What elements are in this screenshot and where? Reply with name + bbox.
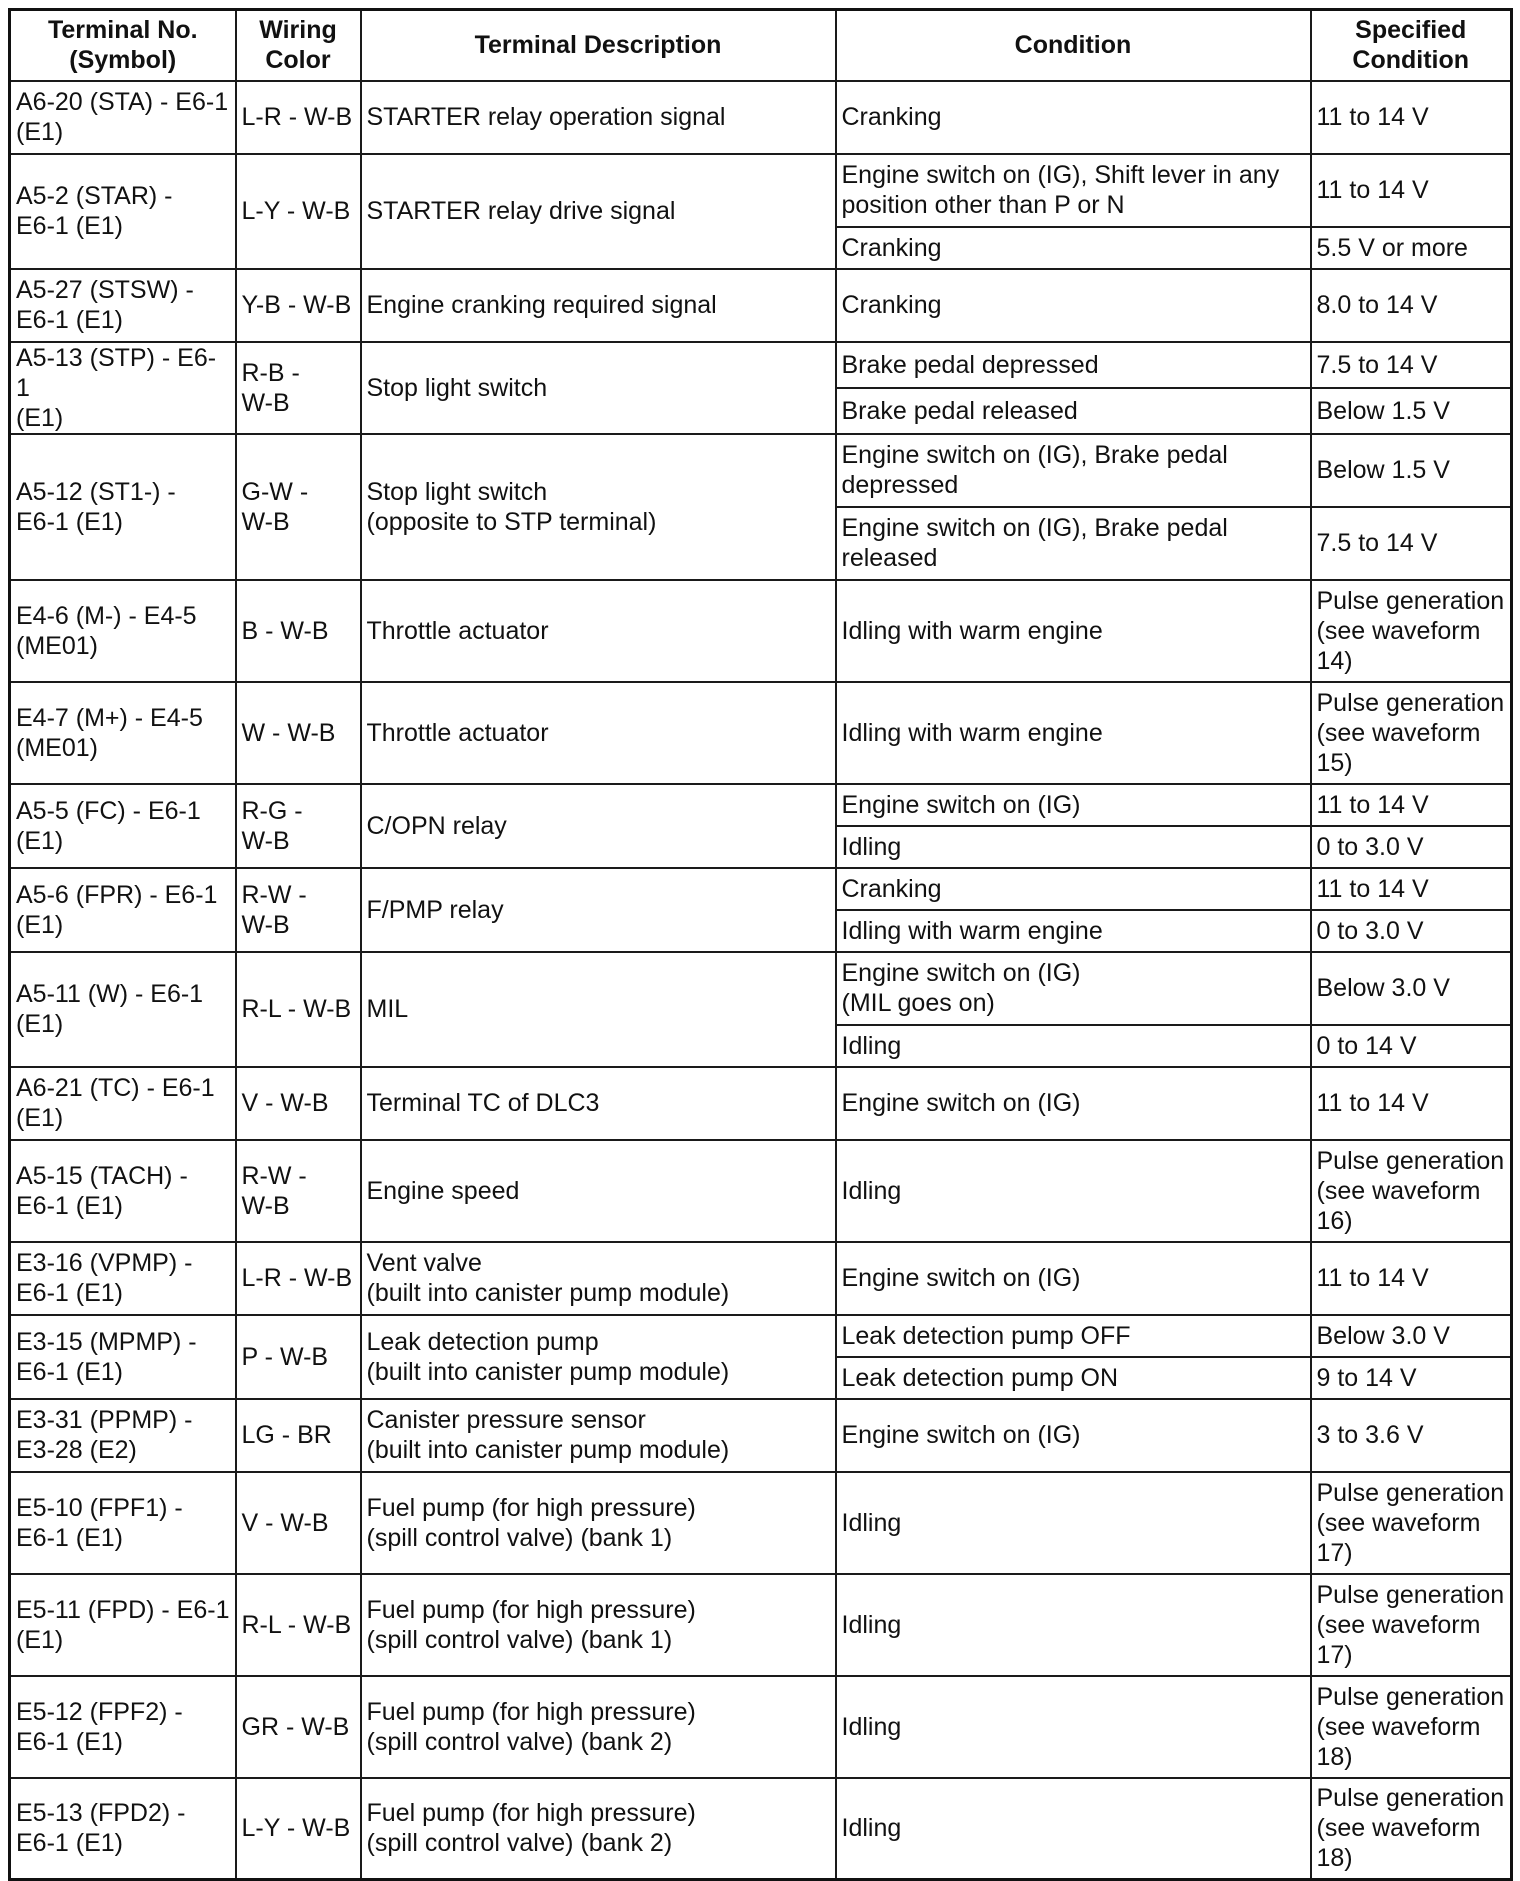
table-row xyxy=(10,434,1512,507)
terminal-cell: E3-31 (PPMP) - E3-28 (E2) xyxy=(10,1399,236,1472)
specified-condition-cell: Pulse generation (see waveform 18) xyxy=(1311,1676,1512,1778)
condition-cell: Idling xyxy=(836,1676,1311,1778)
table-body xyxy=(10,81,1512,1880)
wiring-color-cell: P - W-B xyxy=(236,1315,361,1399)
condition-cell: Idling with warm engine xyxy=(836,910,1311,952)
description-cell: Engine cranking required signal xyxy=(361,269,836,342)
condition-cell: Engine switch on (IG) (MIL goes on) xyxy=(836,952,1311,1025)
terminal-cell: A5-27 (STSW) - E6-1 (E1) xyxy=(10,269,236,342)
table-row xyxy=(10,784,1512,826)
terminal-cell: E4-7 (M+) - E4-5 (ME01) xyxy=(10,682,236,784)
header-condition: Condition xyxy=(836,10,1311,81)
condition-cell: Engine switch on (IG) xyxy=(836,1242,1311,1315)
header-row xyxy=(10,10,1512,81)
specified-condition-cell: Below 1.5 V xyxy=(1311,388,1512,434)
header-terminal-description: Terminal Description xyxy=(361,10,836,81)
wiring-color-cell: R-L - W-B xyxy=(236,952,361,1067)
specified-condition-cell: Pulse generation (see waveform 15) xyxy=(1311,682,1512,784)
wiring-color-cell: L-Y - W-B xyxy=(236,1778,361,1880)
description-cell: Fuel pump (for high pressure) (spill control valve) (bank 2) xyxy=(361,1676,836,1778)
table-row xyxy=(10,1778,1512,1880)
condition-cell: Idling xyxy=(836,1140,1311,1242)
condition-cell: Engine switch on (IG), Brake pedal depressed xyxy=(836,434,1311,507)
description-cell: Stop light switch xyxy=(361,342,836,434)
specified-condition-cell: 0 to 3.0 V xyxy=(1311,826,1512,868)
specified-condition-cell: Pulse generation (see waveform 18) xyxy=(1311,1778,1512,1880)
wiring-color-cell: L-R - W-B xyxy=(236,1242,361,1315)
table-row xyxy=(10,952,1512,1025)
condition-cell: Cranking xyxy=(836,81,1311,154)
wiring-color-cell: LG - BR xyxy=(236,1399,361,1472)
condition-cell: Cranking xyxy=(836,868,1311,910)
wiring-color-cell: G-W - W-B xyxy=(236,434,361,580)
specified-condition-cell: 3 to 3.6 V xyxy=(1311,1399,1512,1472)
condition-cell: Engine switch on (IG), Brake pedal released xyxy=(836,507,1311,580)
terminal-cell: A5-2 (STAR) - E6-1 (E1) xyxy=(10,154,236,269)
condition-cell: Cranking xyxy=(836,227,1311,269)
specified-condition-cell: 7.5 to 14 V xyxy=(1311,507,1512,580)
table-row xyxy=(10,1472,1512,1574)
specified-condition-cell: 11 to 14 V xyxy=(1311,81,1512,154)
terminal-cell: A6-21 (TC) - E6-1 (E1) xyxy=(10,1067,236,1140)
condition-cell: Idling xyxy=(836,1472,1311,1574)
condition-cell: Idling with warm engine xyxy=(836,682,1311,784)
terminal-cell: A6-20 (STA) - E6-1 (E1) xyxy=(10,81,236,154)
condition-cell: Cranking xyxy=(836,269,1311,342)
table-row xyxy=(10,1676,1512,1778)
header-terminal: Terminal No. (Symbol) xyxy=(10,10,236,81)
table-row xyxy=(10,81,1512,154)
table-row xyxy=(10,342,1512,388)
specified-condition-cell: 9 to 14 V xyxy=(1311,1357,1512,1399)
table-row xyxy=(10,868,1512,910)
table-row xyxy=(10,1399,1512,1472)
description-cell: Fuel pump (for high pressure) (spill control valve) (bank 1) xyxy=(361,1472,836,1574)
description-cell: C/OPN relay xyxy=(361,784,836,868)
description-cell: MIL xyxy=(361,952,836,1067)
terminal-cell: E3-16 (VPMP) - E6-1 (E1) xyxy=(10,1242,236,1315)
wiring-color-cell: V - W-B xyxy=(236,1472,361,1574)
table-row xyxy=(10,1140,1512,1242)
terminal-cell: A5-5 (FC) - E6-1 (E1) xyxy=(10,784,236,868)
wiring-color-cell: R-W - W-B xyxy=(236,868,361,952)
description-cell: Canister pressure sensor (built into canister pump module) xyxy=(361,1399,836,1472)
specified-condition-cell: 7.5 to 14 V xyxy=(1311,342,1512,388)
specified-condition-cell: 11 to 14 V xyxy=(1311,784,1512,826)
condition-cell: Idling xyxy=(836,1025,1311,1067)
specified-condition-cell: Below 3.0 V xyxy=(1311,1315,1512,1357)
condition-cell: Idling xyxy=(836,1574,1311,1676)
specified-condition-cell: Pulse generation (see waveform 17) xyxy=(1311,1472,1512,1574)
condition-cell: Idling with warm engine xyxy=(836,580,1311,682)
description-cell: Throttle actuator xyxy=(361,682,836,784)
description-cell: F/PMP relay xyxy=(361,868,836,952)
wiring-color-cell: B - W-B xyxy=(236,580,361,682)
wiring-color-cell: R-L - W-B xyxy=(236,1574,361,1676)
wiring-color-cell: R-G - W-B xyxy=(236,784,361,868)
table-row xyxy=(10,1242,1512,1315)
description-cell: Vent valve (built into canister pump module) xyxy=(361,1242,836,1315)
terminal-cell: E4-6 (M-) - E4-5 (ME01) xyxy=(10,580,236,682)
description-cell: STARTER relay operation signal xyxy=(361,81,836,154)
specified-condition-cell: 0 to 14 V xyxy=(1311,1025,1512,1067)
wiring-color-cell: R-B - W-B xyxy=(236,342,361,434)
specified-condition-cell: 11 to 14 V xyxy=(1311,154,1512,227)
header-specified-condition: Specified Condition xyxy=(1311,10,1512,81)
description-cell: Throttle actuator xyxy=(361,580,836,682)
terminal-cell: A5-11 (W) - E6-1 (E1) xyxy=(10,952,236,1067)
terminal-cell: E5-12 (FPF2) - E6-1 (E1) xyxy=(10,1676,236,1778)
table-row xyxy=(10,1315,1512,1357)
wiring-color-cell: L-R - W-B xyxy=(236,81,361,154)
terminal-cell: E3-15 (MPMP) - E6-1 (E1) xyxy=(10,1315,236,1399)
condition-cell: Brake pedal released xyxy=(836,388,1311,434)
condition-cell: Brake pedal depressed xyxy=(836,342,1311,388)
description-cell: STARTER relay drive signal xyxy=(361,154,836,269)
condition-cell: Idling xyxy=(836,826,1311,868)
description-cell: Fuel pump (for high pressure) (spill control valve) (bank 2) xyxy=(361,1778,836,1880)
specified-condition-cell: Pulse generation (see waveform 14) xyxy=(1311,580,1512,682)
wiring-color-cell: L-Y - W-B xyxy=(236,154,361,269)
specified-condition-cell: 11 to 14 V xyxy=(1311,1242,1512,1315)
wiring-color-cell: GR - W-B xyxy=(236,1676,361,1778)
specified-condition-cell: Below 1.5 V xyxy=(1311,434,1512,507)
condition-cell: Engine switch on (IG) xyxy=(836,1067,1311,1140)
terminal-cell: E5-10 (FPF1) - E6-1 (E1) xyxy=(10,1472,236,1574)
condition-cell: Engine switch on (IG) xyxy=(836,1399,1311,1472)
specified-condition-cell: Pulse generation (see waveform 16) xyxy=(1311,1140,1512,1242)
table-row xyxy=(10,269,1512,342)
table-row xyxy=(10,1067,1512,1140)
wiring-color-cell: R-W - W-B xyxy=(236,1140,361,1242)
terminal-cell: A5-12 (ST1-) - E6-1 (E1) xyxy=(10,434,236,580)
wiring-color-cell: W - W-B xyxy=(236,682,361,784)
specified-condition-cell: 5.5 V or more xyxy=(1311,227,1512,269)
terminal-cell: E5-13 (FPD2) - E6-1 (E1) xyxy=(10,1778,236,1880)
condition-cell: Engine switch on (IG) xyxy=(836,784,1311,826)
terminal-cell: A5-15 (TACH) - E6-1 (E1) xyxy=(10,1140,236,1242)
terminal-cell: E5-11 (FPD) - E6-1 (E1) xyxy=(10,1574,236,1676)
description-cell: Fuel pump (for high pressure) (spill control valve) (bank 1) xyxy=(361,1574,836,1676)
wiring-color-cell: Y-B - W-B xyxy=(236,269,361,342)
specified-condition-cell: 11 to 14 V xyxy=(1311,868,1512,910)
table-row xyxy=(10,1574,1512,1676)
specified-condition-cell: 11 to 14 V xyxy=(1311,1067,1512,1140)
condition-cell: Leak detection pump ON xyxy=(836,1357,1311,1399)
header-wiring-color: Wiring Color xyxy=(236,10,361,81)
table-row xyxy=(10,580,1512,682)
specified-condition-cell: Pulse generation (see waveform 17) xyxy=(1311,1574,1512,1676)
condition-cell: Leak detection pump OFF xyxy=(836,1315,1311,1357)
description-cell: Stop light switch (opposite to STP terminal) xyxy=(361,434,836,580)
description-cell: Leak detection pump (built into canister pump module) xyxy=(361,1315,836,1399)
condition-cell: Engine switch on (IG), Shift lever in any position other than P or N xyxy=(836,154,1311,227)
condition-cell: Idling xyxy=(836,1778,1311,1880)
specified-condition-cell: 0 to 3.0 V xyxy=(1311,910,1512,952)
specified-condition-cell: 8.0 to 14 V xyxy=(1311,269,1512,342)
terminal-spec-table xyxy=(8,8,1513,1881)
terminal-cell: A5-13 (STP) - E6-1 (E1) xyxy=(10,342,236,434)
terminal-cell: A5-6 (FPR) - E6-1 (E1) xyxy=(10,868,236,952)
table-row xyxy=(10,154,1512,227)
specified-condition-cell: Below 3.0 V xyxy=(1311,952,1512,1025)
wiring-color-cell: V - W-B xyxy=(236,1067,361,1140)
table-row xyxy=(10,682,1512,784)
description-cell: Engine speed xyxy=(361,1140,836,1242)
description-cell: Terminal TC of DLC3 xyxy=(361,1067,836,1140)
